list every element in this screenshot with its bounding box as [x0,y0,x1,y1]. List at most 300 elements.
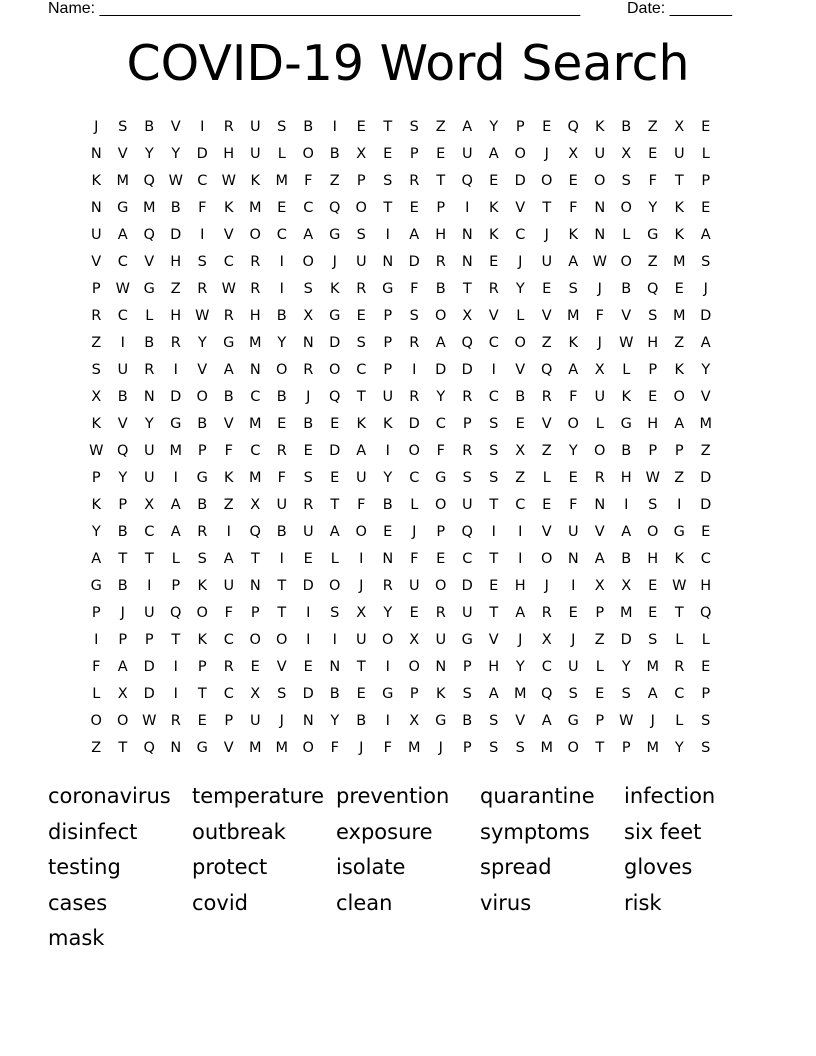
grid-letter: Q [567,119,579,135]
grid-letter: C [117,254,128,270]
grid-row [83,195,735,222]
grid-letter: G [329,227,341,243]
grid-letter: J [359,740,364,756]
letter-grid [83,114,735,762]
grid-letter: R [91,308,102,324]
grid-letter: F [304,173,313,189]
grid-letter: R [409,173,420,189]
grid-letter: A [568,254,579,270]
grid-letter: S [489,713,499,729]
grid-letter: A [409,227,420,243]
grid-letter: R [435,605,446,621]
grid-letter: Q [329,389,341,405]
grid-letter: B [197,497,208,513]
grid-letter: P [462,416,472,432]
grid-letter: S [383,173,393,189]
grid-letter: L [595,659,604,675]
grid-letter: T [489,497,499,513]
grid-letter: Y [568,443,578,459]
grid-letter: Z [223,497,234,513]
grid-letter: K [356,416,366,432]
grid-letter: E [436,146,446,162]
grid-letter: H [249,308,261,324]
grid-letter: D [170,389,182,405]
grid-letter: K [91,416,101,432]
grid-row [83,114,735,141]
grid-letter: H [647,416,659,432]
word-list-item: covid [192,890,248,915]
grid-letter: H [514,578,526,594]
grid-letter: D [302,578,314,594]
grid-letter: R [462,443,473,459]
grid-letter: E [383,146,393,162]
grid-letter: Z [515,470,526,486]
grid-letter: S [330,605,340,621]
grid-row [83,411,735,438]
word-list-item: quarantine [480,784,595,808]
grid-letter: R [594,470,605,486]
grid-letter: L [92,686,101,702]
grid-letter: K [674,551,684,567]
grid-letter: I [279,551,284,567]
grid-letter: X [356,146,367,162]
grid-letter: T [197,686,207,702]
grid-letter: G [223,335,235,351]
grid-letter: S [197,254,207,270]
grid-letter: D [196,146,208,162]
grid-letter: N [90,146,102,162]
grid-letter: P [648,443,658,459]
grid-letter: B [462,713,473,729]
grid-letter: T [436,173,446,189]
grid-letter: E [197,713,207,729]
grid-letter: L [542,470,551,486]
grid-letter: W [142,713,157,729]
grid-letter: E [701,119,711,135]
grid-letter: M [407,740,421,756]
grid-letter: C [462,551,473,567]
grid-letter: L [701,632,710,648]
grid-letter: D [329,443,341,459]
grid-letter: E [542,497,552,513]
grid-letter: V [488,632,499,648]
grid-letter: R [276,443,287,459]
grid-letter: I [385,227,390,243]
grid-letter: K [435,686,446,702]
grid-letter: F [648,173,657,189]
grid-letter: X [250,686,261,702]
grid-letter: Q [647,281,659,297]
grid-letter: F [410,281,419,297]
grid-letter: F [330,740,339,756]
grid-letter: Q [461,173,473,189]
grid-letter: V [117,416,128,432]
grid-letter: B [303,119,314,135]
word-list-item: virus [480,890,532,915]
grid-letter: P [701,686,711,702]
grid-letter: I [200,227,205,243]
grid-letter: X [594,578,605,594]
grid-letter: E [648,578,658,594]
grid-letter: R [170,713,181,729]
grid-letter: O [302,146,314,162]
grid-letter: O [647,524,659,540]
grid-letter: Y [144,416,154,432]
grid-row [83,465,735,492]
grid-letter: O [567,416,579,432]
grid-letter: Q [329,200,341,216]
grid-letter: O [594,173,606,189]
grid-letter: I [306,605,311,621]
grid-letter: R [223,659,234,675]
grid-letter: U [90,227,102,243]
grid-letter: A [488,686,499,702]
grid-letter: U [143,605,155,621]
grid-letter: O [673,389,685,405]
grid-letter: I [491,524,496,540]
grid-letter: K [223,470,234,486]
grid-letter: Z [594,632,605,648]
grid-letter: O [541,173,553,189]
grid-row [83,627,735,654]
grid-letter: Z [674,470,685,486]
grid-letter: P [118,497,128,513]
grid-letter: P [595,605,605,621]
grid-letter: V [515,362,526,378]
grid-letter: T [674,173,684,189]
word-list-item: six feet [624,819,702,844]
grid-letter: B [621,281,632,297]
grid-letter: W [195,308,210,324]
grid-letter: K [91,497,101,513]
grid-row [83,573,735,600]
grid-letter: T [144,551,154,567]
grid-letter: U [302,524,314,540]
grid-letter: X [462,308,473,324]
grid-letter: E [489,254,499,270]
grid-letter: J [359,578,364,594]
grid-letter: J [597,335,602,351]
word-list-item: mask [48,926,105,950]
grid-letter: F [569,200,578,216]
grid-letter: O [567,740,579,756]
grid-letter: M [248,470,262,486]
grid-letter: H [647,335,659,351]
grid-letter: N [329,659,341,675]
grid-letter: U [594,389,606,405]
grid-letter: K [674,362,684,378]
grid-letter: P [383,308,393,324]
grid-letter: R [223,119,234,135]
grid-letter: T [330,497,340,513]
grid-letter: K [250,173,260,189]
grid-letter: O [514,146,526,162]
grid-letter: O [355,200,367,216]
grid-letter: T [595,740,605,756]
grid-letter: D [700,470,712,486]
grid-letter: P [224,713,234,729]
grid-letter: S [303,470,313,486]
grid-letter: A [303,227,314,243]
grid-letter: X [144,497,155,513]
grid-letter: Z [91,740,102,756]
grid-letter: C [409,470,420,486]
grid-letter: T [462,281,472,297]
grid-letter: X [541,632,552,648]
grid-letter: J [332,254,337,270]
grid-letter: P [515,119,525,135]
grid-letter: E [648,605,658,621]
grid-letter: M [248,740,262,756]
word-list-item: testing [48,855,121,879]
grid-letter: S [489,740,499,756]
grid-letter: N [594,497,606,513]
grid-letter: E [674,281,684,297]
grid-letter: R [409,389,420,405]
grid-letter: G [196,740,208,756]
grid-letter: X [674,119,685,135]
grid-letter: A [515,605,526,621]
word-list-item: risk [624,890,662,915]
name-field-line: Name: ______________________________________________________ [48,0,581,17]
grid-letter: S [568,686,578,702]
grid-letter: M [540,740,553,756]
grid-row [83,222,735,249]
grid-letter: K [568,335,578,351]
grid-row [83,168,735,195]
grid-letter: J [518,632,523,648]
grid-letter: O [382,632,394,648]
grid-letter: R [250,254,261,270]
grid-letter: Z [700,443,711,459]
grid-letter: I [385,443,390,459]
grid-letter: Y [674,740,684,756]
grid-letter: V [223,227,234,243]
grid-letter: U [249,713,261,729]
grid-letter: P [462,740,472,756]
grid-letter: B [356,713,367,729]
grid-letter: O [541,551,553,567]
grid-letter: B [435,281,446,297]
grid-letter: O [90,713,102,729]
grid-letter: A [223,362,234,378]
grid-letter: Q [143,740,155,756]
grid-letter: G [196,470,208,486]
grid-letter: T [277,578,287,594]
grid-letter: W [89,443,104,459]
grid-letter: T [542,200,552,216]
grid-letter: U [249,119,261,135]
grid-letter: K [594,119,605,135]
grid-letter: R [541,389,552,405]
grid-letter: U [276,497,288,513]
grid-row [83,708,735,735]
grid-letter: B [621,119,632,135]
grid-row [83,330,735,357]
grid-letter: G [620,416,632,432]
grid-letter: P [250,605,260,621]
grid-letter: X [515,443,526,459]
word-list-item: gloves [624,855,693,879]
grid-letter: N [90,200,102,216]
grid-letter: E [330,416,340,432]
grid-letter: I [571,578,576,594]
grid-letter: S [197,551,207,567]
grid-letter: D [514,173,526,189]
grid-letter: J [518,254,523,270]
grid-letter: F [277,470,286,486]
grid-letter: B [276,389,287,405]
grid-letter: H [488,659,500,675]
grid-letter: U [382,389,394,405]
grid-letter: Y [91,524,101,540]
grid-letter: Y [648,200,658,216]
grid-letter: L [277,146,286,162]
grid-row [83,357,735,384]
grid-letter: E [303,551,313,567]
grid-letter: G [461,632,473,648]
grid-letter: J [120,605,125,621]
grid-letter: E [595,686,605,702]
grid-letter: E [701,200,711,216]
grid-letter: J [650,713,655,729]
grid-letter: W [672,578,687,594]
grid-letter: L [145,308,154,324]
grid-letter: O [276,632,288,648]
grid-letter: P [409,146,419,162]
grid-letter: S [701,740,711,756]
grid-letter: J [438,740,443,756]
grid-letter: Y [144,146,154,162]
grid-letter: R [435,254,446,270]
grid-letter: H [170,308,182,324]
grid-letter: M [646,659,659,675]
grid-letter: T [250,551,260,567]
grid-letter: U [143,470,155,486]
grid-letter: K [223,200,234,216]
grid-letter: M [275,173,288,189]
grid-letter: C [674,686,685,702]
grid-letter: Y [330,713,340,729]
grid-letter: I [465,200,470,216]
grid-letter: C [488,335,499,351]
grid-letter: W [592,254,607,270]
grid-letter: I [624,497,629,513]
grid-letter: S [356,227,366,243]
grid-row [83,600,735,627]
grid-letter: F [569,389,578,405]
grid-letter: B [382,497,393,513]
grid-letter: U [461,497,473,513]
grid-letter: P [701,173,711,189]
grid-letter: G [90,578,102,594]
grid-letter: M [275,740,288,756]
grid-row [83,303,735,330]
grid-letter: X [568,146,579,162]
word-list-item: cases [48,890,108,915]
grid-letter: S [277,686,287,702]
grid-letter: O [196,605,208,621]
grid-letter: K [674,227,684,243]
grid-letter: O [302,254,314,270]
grid-letter: W [221,281,236,297]
grid-letter: O [329,578,341,594]
grid-letter: O [435,308,447,324]
grid-letter: A [647,686,658,702]
grid-letter: Z [541,335,552,351]
grid-letter: V [223,416,234,432]
grid-letter: U [117,362,129,378]
grid-letter: V [541,416,552,432]
grid-letter: V [594,524,605,540]
grid-letter: G [647,227,659,243]
grid-letter: F [224,605,233,621]
grid-letter: F [410,551,419,567]
grid-letter: R [356,281,367,297]
grid-letter: V [197,362,208,378]
grid-letter: E [701,659,711,675]
grid-letter: R [197,524,208,540]
grid-letter: C [700,551,711,567]
grid-letter: N [461,227,473,243]
grid-letter: I [200,119,205,135]
grid-letter: R [488,281,499,297]
grid-letter: C [117,308,128,324]
grid-letter: C [515,497,526,513]
grid-letter: I [385,659,390,675]
grid-letter: B [303,416,314,432]
grid-letter: J [94,119,99,135]
grid-letter: A [329,524,340,540]
grid-letter: M [672,254,686,270]
grid-letter: H [620,470,632,486]
grid-letter: L [171,551,180,567]
grid-letter: Y [277,335,287,351]
grid-row [83,492,735,519]
grid-letter: U [567,659,579,675]
grid-letter: Y [489,119,499,135]
grid-letter: X [356,605,367,621]
grid-letter: J [597,281,602,297]
grid-letter: P [436,524,446,540]
grid-letter: E [436,551,446,567]
word-list-item: temperature [192,784,324,808]
grid-letter: J [412,524,417,540]
grid-letter: V [541,308,552,324]
grid-letter: Z [329,173,340,189]
grid-letter: E [489,578,499,594]
grid-letter: V [541,524,552,540]
grid-letter: Y [701,362,711,378]
grid-letter: T [171,632,181,648]
grid-letter: P [409,686,419,702]
grid-letter: Q [461,524,473,540]
grid-letter: B [117,389,128,405]
grid-letter: O [355,524,367,540]
grid-letter: V [117,146,128,162]
grid-letter: I [279,254,284,270]
grid-letter: V [170,119,181,135]
grid-letter: D [329,335,341,351]
grid-letter: L [701,146,710,162]
grid-letter: E [303,443,313,459]
grid-letter: W [221,173,236,189]
grid-letter: M [566,308,580,324]
grid-letter: S [409,119,419,135]
grid-letter: P [144,632,154,648]
grid-letter: T [489,551,499,567]
grid-letter: P [171,578,181,594]
